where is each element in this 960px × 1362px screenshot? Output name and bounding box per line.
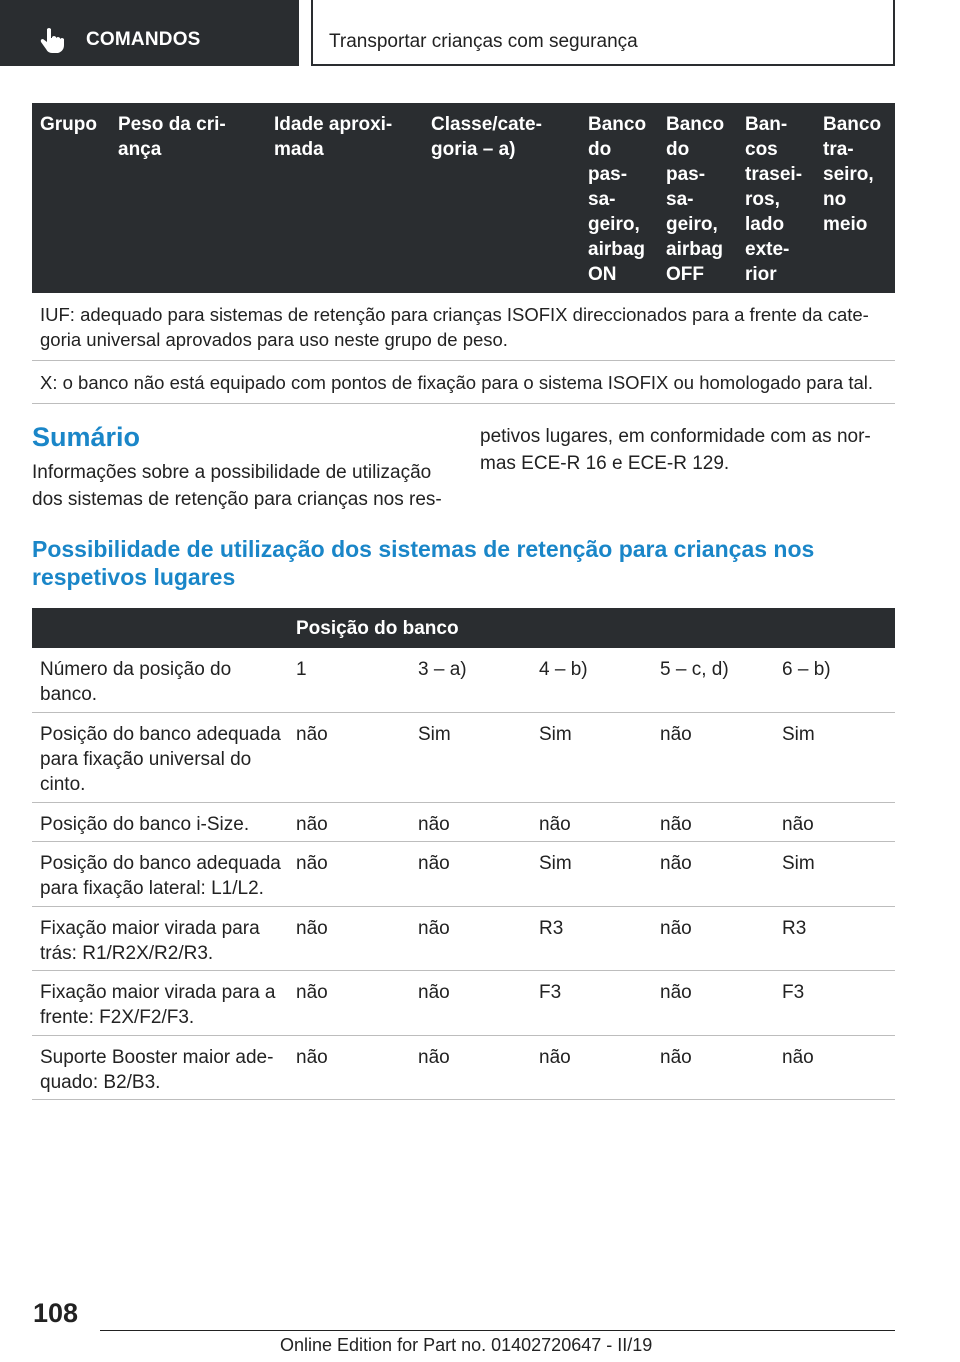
col-grupo: Grupo bbox=[40, 114, 97, 135]
cell: não bbox=[539, 814, 571, 835]
row-label: Posição do banco i-Size. bbox=[40, 814, 250, 835]
row-label: Posição do banco adequada para fixação lateral: L1/L2. bbox=[40, 853, 281, 899]
cell: não bbox=[539, 1047, 571, 1068]
summary-text-right: petivos lugares, em conformidade com as nor- mas ECE-R 16 e ECE-R 129. bbox=[480, 426, 871, 474]
col-classe: Classe/cate- goria – a) bbox=[431, 114, 542, 160]
cell: 6 – b) bbox=[782, 659, 831, 680]
cell: não bbox=[296, 853, 328, 874]
cell: não bbox=[782, 814, 814, 835]
table-note-iuf: IUF: adequado para sistemas de retenção para crianças ISOFIX direccionados para a frente da cate- goria universal aprovados para uso neste grupo de peso. bbox=[32, 293, 895, 361]
cell: não bbox=[296, 982, 328, 1003]
col-traseiro-meio: Banco tra- seiro, no meio bbox=[823, 114, 882, 235]
cell: Sim bbox=[782, 724, 815, 745]
cell: não bbox=[660, 724, 692, 745]
col-traseiro-exterior: Ban- cos trasei- ros, lado exte- rior bbox=[745, 114, 803, 285]
section-title: COMANDOS bbox=[86, 29, 201, 50]
cell: Sim bbox=[782, 853, 815, 874]
row-label: Número da posição do banco. bbox=[40, 659, 232, 705]
col-idade: Idade aproxi- mada bbox=[274, 114, 393, 160]
row-label: Posição do banco adequada para fixação universal do cinto. bbox=[40, 724, 281, 795]
cell: não bbox=[660, 982, 692, 1003]
cell: R3 bbox=[539, 918, 564, 939]
hand-pointer-icon bbox=[38, 26, 66, 54]
cell: 4 – b) bbox=[539, 659, 588, 680]
cell: não bbox=[296, 1047, 328, 1068]
row-label: Suporte Booster maior ade- quado: B2/B3. bbox=[40, 1047, 274, 1093]
seat-position-table-header bbox=[32, 608, 895, 648]
cell: R3 bbox=[782, 918, 807, 939]
isofix-table bbox=[32, 103, 895, 404]
table-row bbox=[32, 803, 895, 842]
table-row bbox=[32, 1036, 895, 1100]
cell: F3 bbox=[782, 982, 805, 1003]
col-airbag-on: Banco do pas- sa- geiro, airbag ON bbox=[588, 114, 647, 285]
table-row bbox=[32, 842, 895, 907]
cell: não bbox=[296, 814, 328, 835]
col-posicao-banco: Posição do banco bbox=[296, 618, 459, 639]
table-row bbox=[32, 713, 895, 803]
cell: não bbox=[418, 982, 450, 1003]
col-peso: Peso da cri- ança bbox=[118, 114, 226, 160]
footer-edition: Online Edition for Part no. 01402720647 - II/19 bbox=[280, 1335, 653, 1355]
cell: não bbox=[660, 814, 692, 835]
section-tab bbox=[0, 0, 299, 66]
summary-text-left: Informações sobre a possibilidade de utilização dos sistemas de retenção para crianças nos res- bbox=[32, 462, 442, 510]
table-row bbox=[32, 907, 895, 971]
page-number: 108 bbox=[33, 1298, 79, 1328]
summary-heading: Sumário bbox=[32, 422, 141, 452]
isofix-table-header bbox=[32, 103, 895, 293]
cell: não bbox=[296, 918, 328, 939]
cell: não bbox=[660, 918, 692, 939]
footer-divider bbox=[100, 1330, 895, 1331]
table-row bbox=[32, 971, 895, 1036]
cell: não bbox=[296, 724, 328, 745]
cell: Sim bbox=[539, 724, 572, 745]
cell: Sim bbox=[418, 724, 451, 745]
chapter-title: Transportar crianças com segurança bbox=[329, 31, 638, 52]
table-note-x: X: o banco não está equipado com pontos de fixação para o sistema ISOFIX ou homologado para tal. bbox=[32, 361, 895, 404]
cell: 3 – a) bbox=[418, 659, 467, 680]
cell: 5 – c, d) bbox=[660, 659, 729, 680]
cell: não bbox=[418, 1047, 450, 1068]
cell: Sim bbox=[539, 853, 572, 874]
cell: não bbox=[782, 1047, 814, 1068]
row-label: Fixação maior virada para trás: R1/R2X/R2/R3. bbox=[40, 918, 260, 964]
row-label: Fixação maior virada para a frente: F2X/F2/F3. bbox=[40, 982, 276, 1028]
cell: não bbox=[418, 814, 450, 835]
cell: não bbox=[418, 918, 450, 939]
cell: não bbox=[660, 1047, 692, 1068]
possibility-heading: Possibilidade de utilização dos sistemas de retenção para crianças nos respetivos lugares bbox=[32, 536, 815, 590]
cell: não bbox=[418, 853, 450, 874]
cell: 1 bbox=[296, 659, 307, 680]
page-header bbox=[0, 0, 960, 66]
seat-position-table bbox=[32, 608, 895, 1100]
chapter-box bbox=[311, 0, 895, 66]
table-row bbox=[32, 648, 895, 713]
col-airbag-off: Banco do pas- sa- geiro, airbag OFF bbox=[666, 114, 725, 285]
cell: F3 bbox=[539, 982, 562, 1003]
cell: não bbox=[660, 853, 692, 874]
